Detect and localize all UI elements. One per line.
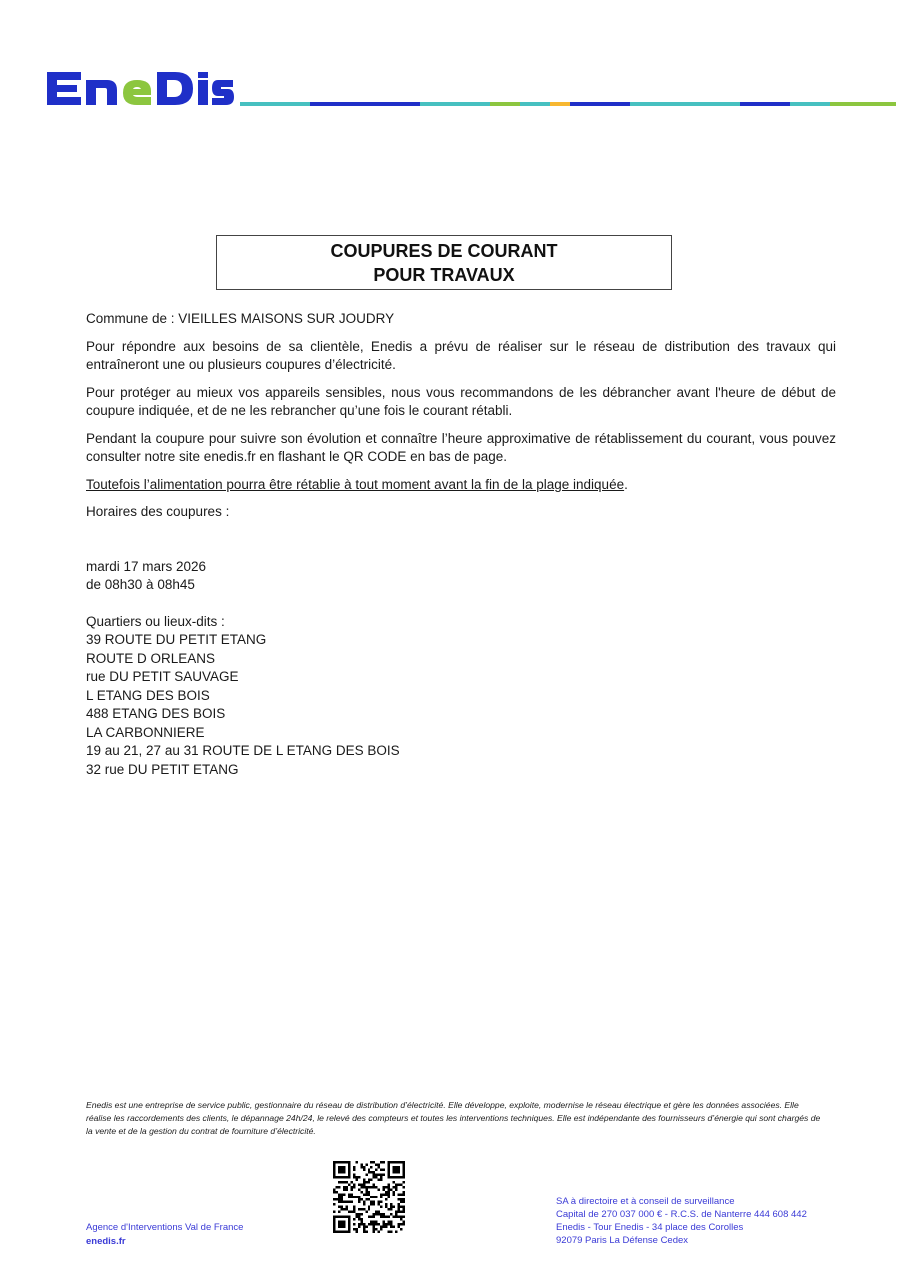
legal-info (556, 1195, 807, 1247)
enedis-logo-icon (45, 66, 235, 110)
place-item: 488 ETANG DES BOIS (86, 706, 226, 721)
paragraph-devices: Pour protéger au mieux vos appareils sensibles, nous vous recommandons de les débrancher avant l'heure de début de coupure indiquée, et de ne les rebrancher qu’une fois le courant rétabli. (86, 384, 836, 418)
title-line-2: POUR TRAVAUX (373, 265, 515, 285)
legal-line: Enedis - Tour Enedis - 34 place des Corolles (556, 1222, 744, 1233)
places-heading: Quartiers ou lieux-dits : (86, 613, 225, 629)
paragraph-qr-info: Pendant la coupure pour suivre son évolution et connaître l’heure approximative de rétablissement du courant, vous pouvez consulter notre site enedis.fr en flashant le QR CODE en bas de page. (86, 430, 836, 464)
place-item: 39 ROUTE DU PETIT ETANG (86, 632, 267, 647)
place-item: ROUTE D ORLEANS (86, 650, 216, 666)
schedule-heading: Horaires des coupures : (86, 504, 230, 519)
outage-schedule (86, 558, 836, 595)
restoration-notice-text: Toutefois l’alimentation pourra être rétablie à tout moment avant la fin de la plage indiquée (86, 476, 625, 492)
affected-places (86, 613, 836, 780)
website-link[interactable]: enedis.fr (86, 1235, 126, 1247)
qr-code-icon[interactable] (333, 1161, 405, 1233)
commune-line: Commune de : VIEILLES MAISONS SUR JOUDRY (86, 311, 395, 326)
restoration-notice (86, 476, 836, 495)
place-item: L ETANG DES BOIS (86, 687, 210, 703)
outage-date: mardi 17 mars 2026 (86, 558, 207, 574)
title-line-1: COUPURES DE COURANT (330, 241, 558, 261)
paragraph-works: Pour répondre aux besoins de sa clientèle, Enedis a prévu de réaliser sur le réseau de distribution des travaux qui entraîneront une ou plusieurs coupures d’électricité. (86, 338, 836, 372)
legal-line: Capital de 270 037 000 € - R.C.S. de Nanterre 444 608 442 (556, 1209, 807, 1220)
place-item: rue DU PETIT SAUVAGE (86, 669, 239, 684)
enedis-logo (45, 66, 235, 110)
agency-info (86, 1221, 243, 1248)
place-item: 32 rue DU PETIT ETANG (86, 761, 239, 777)
restoration-notice-end: . (624, 476, 628, 492)
place-item: LA CARBONNIERE (86, 724, 205, 740)
outage-time: de 08h30 à 08h45 (86, 577, 195, 592)
legal-line: 92079 Paris La Défense Cedex (556, 1235, 689, 1246)
company-description: Enedis est une entreprise de service public, gestionnaire du réseau de distribution d’électricité. Elle développe, exploite, modernise le réseau électrique et gère les données associées. Elle réalise les raccordements des clients, le dépannage 24h/24, le relevé des compteurs et toutes les interventions techniques. Elle est indépendante des fournisseurs d’énergie qui sont chargés de la vente et de la gestion du contrat de fourniture d’électricité. (86, 1100, 821, 1136)
legal-line: SA à directoire et à conseil de surveillance (556, 1196, 735, 1207)
agency-name: Agence d'Interventions Val de France (86, 1222, 244, 1233)
place-item: 19 au 21, 27 au 31 ROUTE DE L ETANG DES BOIS (86, 743, 400, 758)
notice-body (86, 310, 836, 779)
header-divider (240, 102, 896, 106)
document-title (216, 235, 672, 290)
